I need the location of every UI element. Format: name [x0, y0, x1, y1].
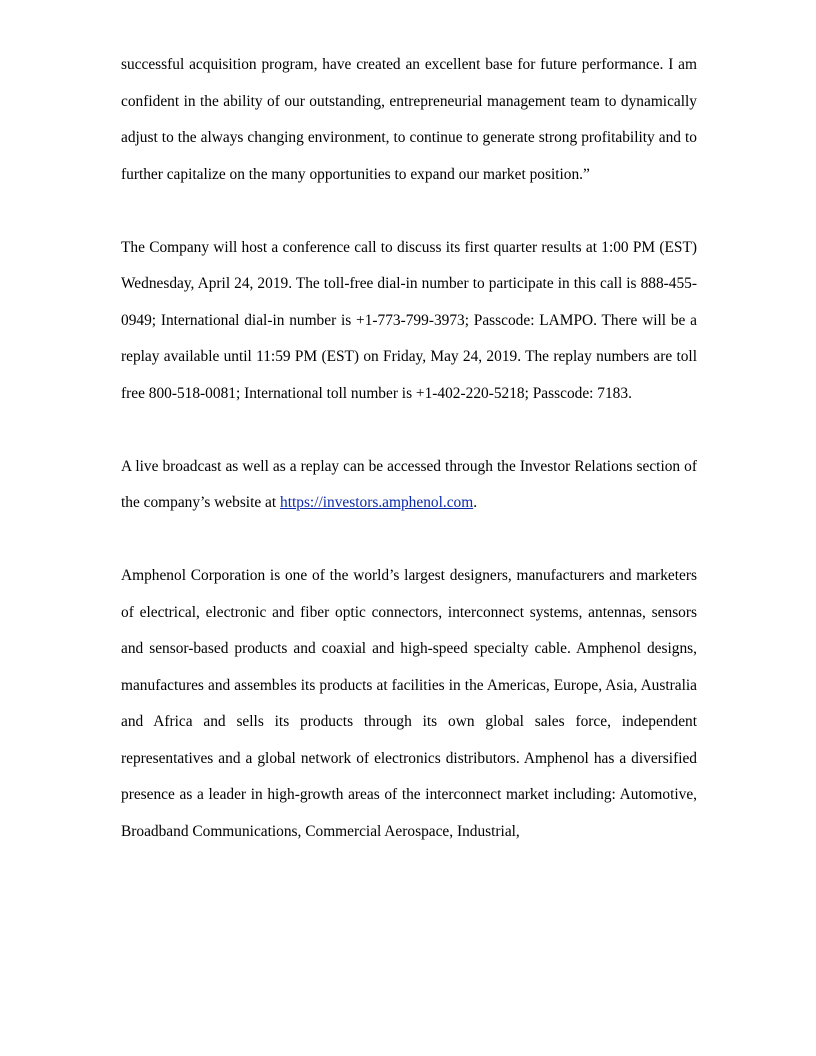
- broadcast-period: .: [473, 494, 478, 511]
- about-company-paragraph: Amphenol Corporation is one of the world’s largest designers, manufacturers and marketers of electrical, electronic and fiber optic connectors, interconnect systems, antennas, sensors and sensor-based products and coaxial and high-speed specialty cable. Amphenol designs, manufactures and assembles its products at facilities in the Americas, Europe, Asia, Australia and Africa and sells its products through its own global sales force, independent representatives and a global network of electronics distributors. Amphenol has a diversified presence as a leader in high-growth areas of the interconnect market including: Automotive, Broadband Communications, Commercial Aerospace, Industrial,: [121, 567, 697, 840]
- conference-call-paragraph: The Company will host a conference call to discuss its first quarter results at 1:00 PM (EST) Wednesday, April 24, 2019. The toll-free dial-in number to participate in this call is 888-455-0949; International dial-in number is +1-773-799-3973; Passcode: LAMPO. There will be a replay available until 11:59 PM (EST) on Friday, May 24, 2019. The replay numbers are toll free 800-518-0081; International toll number is +1-402-220-5218; Passcode: 7183.: [121, 238, 697, 402]
- broadcast-paragraph: [121, 449, 697, 522]
- document-body: [121, 47, 697, 887]
- quote-paragraph: successful acquisition program, have created an excellent base for future performance. I am confident in the ability of our outstanding, entrepreneurial management team to dynamically adjust to the always changing environment, to continue to generate strong profitability and to further capitalize on the many opportunities to expand our market position.”: [121, 56, 697, 183]
- broadcast-text: A live broadcast as well as a replay can be accessed through the Investor Relations section of the company’s website at: [121, 457, 697, 511]
- investor-relations-link[interactable]: https://investors.amphenol.com: [280, 494, 474, 511]
